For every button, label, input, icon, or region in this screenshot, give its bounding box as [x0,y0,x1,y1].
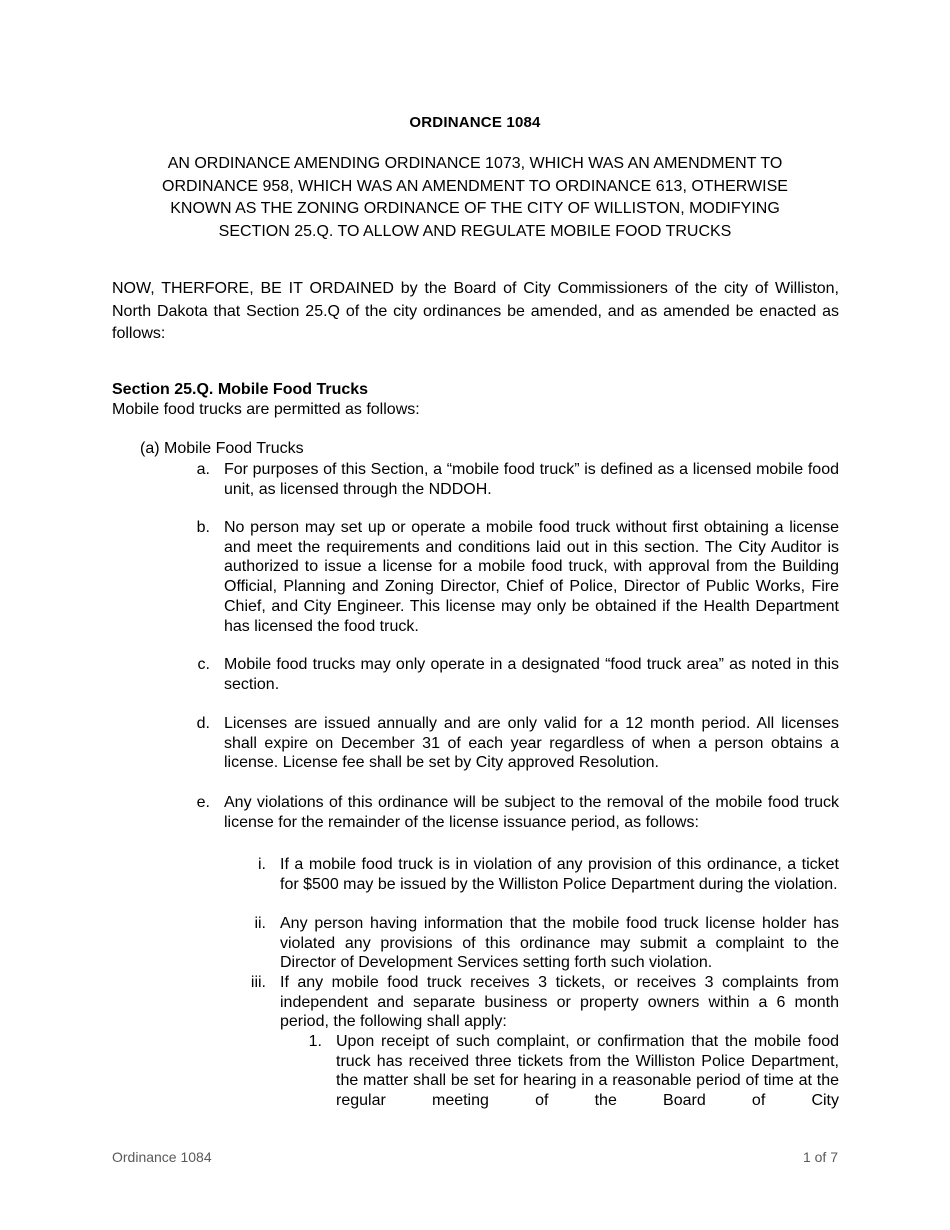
numbered-1-marker: 1. [308,1033,322,1050]
section-heading: Section 25.Q. Mobile Food Trucks [112,381,369,398]
subsection-a [140,440,304,458]
subsection-a-marker: (a) [140,440,160,457]
item-a-marker: a. [196,461,210,478]
ordinance-subtitle: AN ORDINANCE AMENDING ORDINANCE 1073, WHICH WAS AN AMENDMENT TO ORDINANCE 958, WHICH WAS AN AMENDMENT TO ORDINANCE 613, OTHERWISE KNOWN AS THE ZONING ORDINANCE OF THE CITY OF WILLISTON, MODIFYING SECTION 25.Q. TO ALLOW AND REGULATE MOBILE FOOD TRUCKS [162,155,788,241]
subitem-i-text: If a mobile food truck is in violation of any provision of this ordinance, a ticket for $500 may be issued by the Williston Police Department during the violation. [280,856,839,893]
section-intro: Mobile food trucks are permitted as follows: [112,401,420,418]
ordinance-title: ORDINANCE 1084 [409,114,541,131]
footer-page-number: 1 of 7 [802,1149,838,1165]
subitem-i-marker: i. [258,856,266,873]
item-c-text: Mobile food trucks may only operate in a designated “food truck area” as noted in this section. [224,656,839,693]
subitem-ii-marker: ii. [254,915,266,932]
item-e-marker: e. [196,794,210,811]
intro-paragraph: NOW, THERFORE, BE IT ORDAINED by the Board of City Commissioners of the city of Williston, North Dakota that Section 25.Q of the city ordinances be amended, and as amended be enacted as follows: [112,280,839,342]
footer-document-name: Ordinance 1084 [112,1149,212,1165]
item-b-text: No person may set up or operate a mobile food truck without first obtaining a license and meet the requirements and conditions laid out in this section. The City Auditor is authorized to issue a license for a mobile food truck, with approval from the Building Official, Planning and Zoning Director, Chief of Police, Director of Public Works, Fire Chief, and City Engineer. This license may only be obtained if the Health Department has licensed the food truck. [224,519,839,635]
item-e-text: Any violations of this ordinance will be subject to the removal of the mobile food truck license for the remainder of the license issuance period, as follows: [224,794,839,831]
subitem-iii-text: If any mobile food truck receives 3 tickets, or receives 3 complaints from independent and separate business or property owners within a 6 month period, the following shall apply: [280,974,839,1031]
subsection-a-label: Mobile Food Trucks [164,440,304,457]
item-d-text: Licenses are issued annually and are only valid for a 12 month period. All licenses shall expire on December 31 of each year regardless of when a person obtains a license. License fee shall be set by City approved Resolution. [224,715,839,772]
subitem-iii-marker: iii. [250,974,266,991]
item-a-text: For purposes of this Section, a “mobile food truck” is defined as a licensed mobile food unit, as licensed through the NDDOH. [224,461,839,498]
item-d-marker: d. [196,715,210,732]
numbered-1-text: Upon receipt of such complaint, or confirmation that the mobile food truck has received three tickets from the Williston Police Department, the matter shall be set for hearing in a reasonable period of time at the regular meeting of the Board of City [336,1033,839,1110]
subitem-ii-text: Any person having information that the mobile food truck license holder has violated any provisions of this ordinance may submit a complaint to the Director of Development Services setting forth such violation. [280,915,839,972]
item-b-marker: b. [196,519,210,536]
item-c-marker: c. [197,656,210,673]
